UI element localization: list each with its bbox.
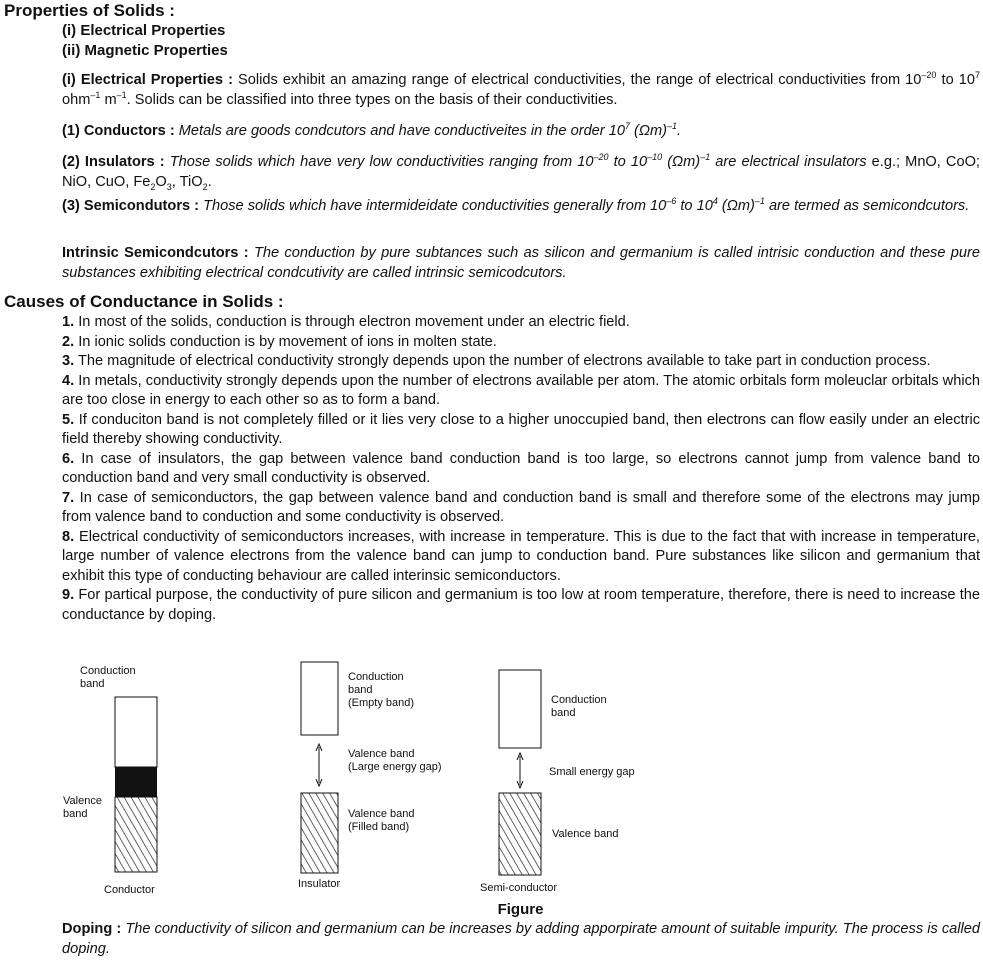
causes-list [62,313,980,625]
item-text: In case of insulators, the gap between valence band conduction band is too large, so electrons cannot jump from valence band to conduction band and very small conductivity is observed. [62,450,980,486]
exponent: –20 [593,152,609,163]
conductors-label: (1) Conductors : [62,123,175,139]
item-text: For partical purpose, the conductivity of pure silicon and germanium is too low at room temperature, therefore, there is need to increase the conductance by doping. [62,587,980,623]
exponent: 7 [975,70,981,81]
label: band [551,707,576,719]
exponent: 7 [624,121,630,132]
semiconductors-label: (3) Semicondutors : [62,198,200,214]
text: Those solids which have very low conductivities ranging from 10 [164,154,594,170]
text: O [155,173,167,190]
text: Those solids which have intermideidate conductivities generally from 10 [199,198,667,214]
label: (Large energy gap) [348,761,442,773]
intrinsic-label: Intrinsic Semicondcutors : [62,245,249,261]
subscript: 3 [166,181,172,192]
text: . [677,123,682,139]
insulator-conduction-label [348,671,414,710]
examples: e.g.; MnO, CoO; NiO, CuO, Fe [62,154,980,190]
text: are electrical insulators [710,154,867,170]
list-item [62,352,980,372]
label: band [63,808,88,820]
item-number: 8. [62,528,75,545]
text: m [100,91,117,108]
conductor-empty-band [115,697,157,767]
semi-valence-label: Valence band [552,828,619,840]
item-text: In ionic solids conduction is by movement of ions in molten state. [74,333,497,350]
label: Conduction [551,694,607,706]
text: to 10 [936,72,975,88]
conductor-valence-label [63,795,102,821]
item-number: 3. [62,353,75,369]
exponent: –6 [666,196,677,207]
label: Conduction [348,671,404,683]
figure-caption [0,901,983,918]
list-item [62,450,980,489]
text: Metals are goods condcutors and have conductiveites in the order 10 [174,123,625,139]
doping-label: Doping : [62,921,122,937]
exponent: –1 [700,152,711,163]
conductor-name: Conductor [104,884,155,896]
insulator-valence-label [348,808,414,834]
item-text: In metals, conductivity strongly depends upon the number of electrons available per atom. The atomic orbitals form moleuclar orbitals which are too close in energy to each other so as to form a band. [62,372,980,408]
semi-conduction-band [499,670,541,748]
semi-valence-band [499,793,541,875]
item-number: 2. [62,333,75,350]
text: to 10 [608,154,648,170]
doping-text: The conductivity of silicon and germanium can be increases by adding apporpirate amount of suitable impurity. The process is called doping. [62,921,981,957]
label: (Empty band) [348,697,415,709]
unit: (Ωm) [629,123,668,139]
doping-paragraph [62,920,980,959]
text: , TiO [171,173,203,190]
toc-item-electrical: (i) Electrical Properties [62,22,226,39]
label: band [348,684,373,696]
semiconductors-paragraph [62,197,980,217]
list-item [62,372,980,411]
exponent: –1 [667,121,678,132]
exponent: 4 [712,196,718,207]
insulator-conduction-band [301,662,338,735]
item-number: 4. [62,372,75,389]
insulators-label: (2) Insulators : [62,154,165,170]
causes-title: Causes of Conductance in Solids : [4,292,284,311]
item-number: 1. [62,314,75,330]
text: ohm [62,91,91,108]
text: are termed as semicondcutors. [764,198,970,214]
label: band [80,678,105,690]
list-item [62,586,980,625]
page-title: Properties of Solids : [4,1,175,20]
item-number: 7. [62,489,75,506]
list-item [62,411,980,450]
conductor-valence-band [115,797,157,872]
subscript: 2 [202,181,208,192]
label: Conduction [80,665,136,677]
insulator-gap-label [348,748,442,774]
exponent: –1 [90,89,101,100]
item-text: If conduciton band is not completely filled or it lies very close to a higher unoccupied band, then electrons can flow easily under an electric field thereby showing conductivity. [62,411,980,447]
electrical-properties-paragraph [62,71,980,110]
text: Solids exhibit an amazing range of electrical conductivities, the range of electrical conductivities from 10 [232,72,922,88]
label: (Filled band) [348,821,410,833]
semi-name: Semi-conductor [480,882,558,894]
intrinsic-text: The conduction by pure subtances such as silicon and germanium is called intrisic conduction and these pure substances exhibiting electrical condcutivity are called intrinsic semicodcutors. [62,245,981,281]
insulator-valence-band [301,793,338,873]
label: Valence band [348,808,415,820]
label: Valence band [348,748,415,760]
text: to 10 [676,198,713,214]
item-text: The magnitude of electrical conductivity strongly depends upon the number of electrons available to take part in conduction process. [74,353,931,369]
electrical-heading: (i) Electrical Properties : [62,72,233,88]
semi-conduction-label [551,694,607,720]
caption-text: Figure [497,901,544,918]
text: . [207,173,212,190]
exponent: –10 [647,152,663,163]
text: . Solids can be classified into three types on the basis of their conductivities. [126,91,618,108]
item-text: In most of the solids, conduction is through electron movement under an electric field. [74,314,630,330]
conductor-filled-band [115,767,157,797]
item-text: In case of semiconductors, the gap between valence band and conduction band is small and therefore some of the electrons may jump from valence band to conduction and some conductivity is observed. [62,489,980,525]
item-number: 6. [62,450,75,467]
unit: (Ωm) [717,198,755,214]
list-item [62,313,980,333]
exponent: –1 [754,196,765,207]
intrinsic-paragraph [62,244,980,283]
conductors-paragraph [62,122,980,142]
exponent: –20 [921,70,937,81]
label: Valence [63,795,102,807]
list-item [62,489,980,528]
item-number: 5. [62,411,75,428]
list-item [62,528,980,587]
band-diagram-figure [0,655,983,910]
insulator-name: Insulator [298,878,341,890]
insulators-paragraph [62,153,980,192]
semi-gap-label: Small energy gap [549,766,635,778]
conductor-conduction-label [80,665,136,691]
band-diagram [0,655,983,910]
list-item [62,333,980,353]
exponent: –1 [116,89,127,100]
toc-item-magnetic: (ii) Magnetic Properties [62,42,228,59]
item-text: Electrical conductivity of semiconductors increases, with increase in temperature. This is due to the fact that with increase in temperature, large number of valence electrons from the valence band can jump to conduction band. Pure substances like silicon and germanium that exhibit this type of conducting behaviour are called interinsic semiconductors. [62,528,980,584]
subscript: 2 [150,181,156,192]
item-number: 9. [62,587,75,603]
unit: (Ωm) [662,154,701,170]
